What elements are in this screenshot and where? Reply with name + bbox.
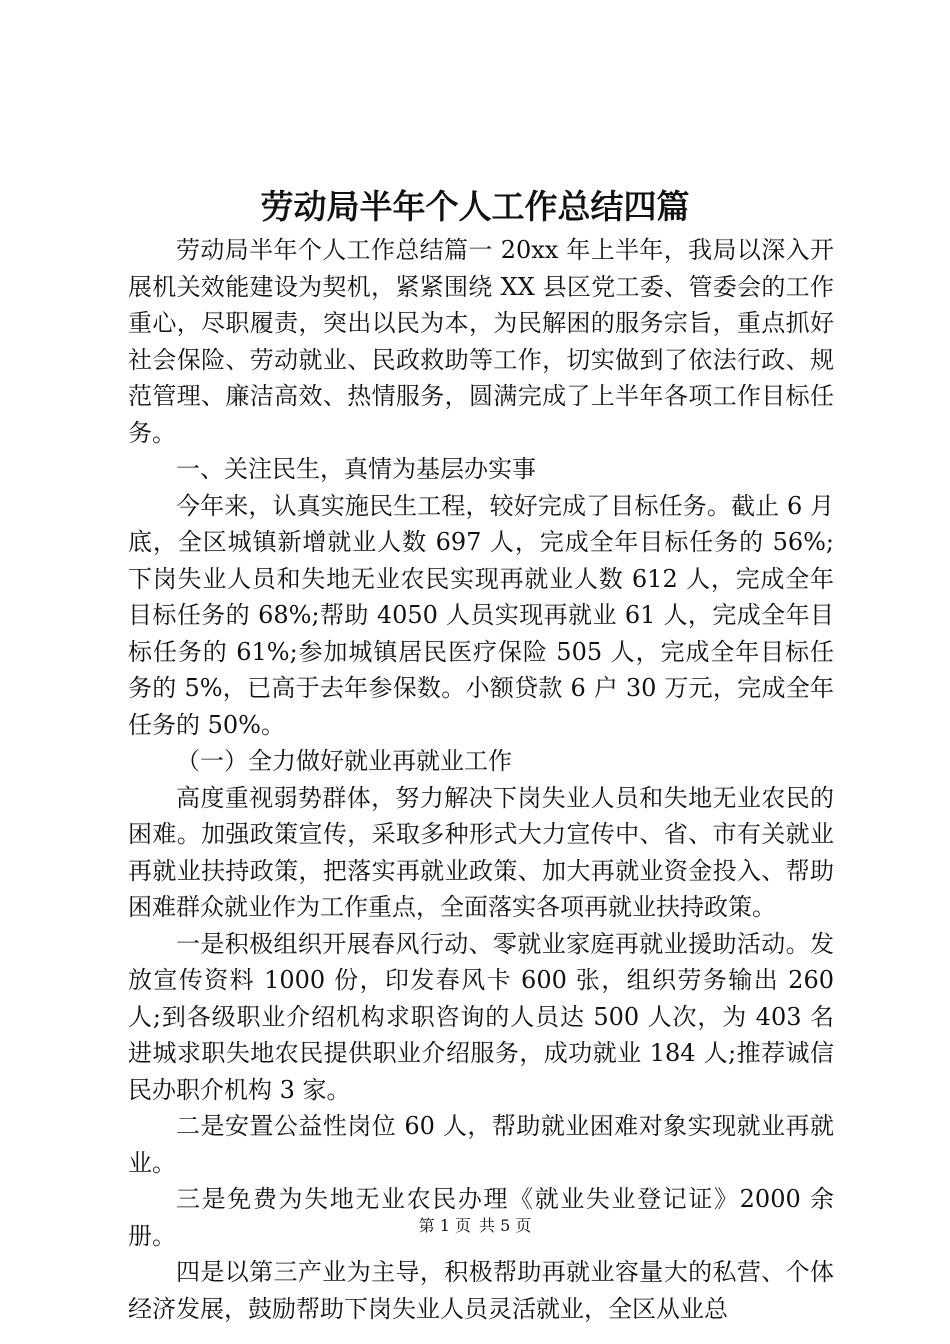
- paragraph-policy: 高度重视弱势群体，努力解决下岗失业人员和失地无业农民的困难。加强政策宣传，采取多种形式大力宣传中、省、市有关就业再就业扶持政策，把落实再就业政策、加大再就业资金投入、帮助困难群众就业作为工作重点，全面落实各项再就业扶持政策。: [128, 783, 834, 921]
- document-body: [128, 232, 834, 1327]
- paragraph-item-1: 一是积极组织开展春风行动、零就业家庭再就业援助活动。发放宣传资料 1000 份，印发春风卡 600 张，组织劳务输出 260 人;到各级职业介绍机构求职咨询的人员达 500 人次，为 403 名进城求职失地农民提供职业介绍服务，成功就业 184 人;推荐诚信民办职介机构 3 家。: [128, 929, 834, 1104]
- paragraph-intro: 劳动局半年个人工作总结篇一 20xx 年上半年，我局以深入开展机关效能建设为契机，紧紧围绕 XX 县区党工委、管委会的工作重心，尽职履责，突出以民为本，为民解困的服务宗旨，重点抓好社会保险、劳动就业、民政救助等工作，切实做到了依法行政、规范管理、廉洁高效、热情服务，圆满完成了上半年各项工作目标任务。: [128, 236, 834, 447]
- page-number: 第 1 页: [418, 1216, 471, 1235]
- paragraph-item-2: 二是安置公益性岗位 60 人，帮助就业困难对象实现就业再就业。: [128, 1112, 834, 1177]
- paragraph-statistics: 今年来，认真实施民生工程，较好完成了目标任务。截止 6 月底，全区城镇新增就业人数 697 人，完成全年目标任务的 56%;下岗失业人员和失地无业农民实现再就业人数 612 人，完成全年目标任务的 68%;帮助 4050 人员实现再就业 61 人，完成全年目标任务的 61%;参加城镇居民医疗保险 505 人，完成全年目标任务的 5%，已高于去年参保数。小额贷款 6 户 30 万元，完成全年任务的 50%。: [128, 491, 834, 739]
- section-heading-1: 一、关注民生，真情为基层办实事: [176, 455, 536, 483]
- subsection-heading-1: （一）全力做好就业再就业工作: [176, 747, 512, 775]
- paragraph-item-3: 三是免费为失地无业农民办理《就业失业登记证》2000 余册。: [128, 1185, 834, 1250]
- document-title: 劳动局半年个人工作总结四篇: [260, 187, 690, 226]
- page-footer: [0, 1214, 950, 1238]
- page-total: 共 5 页: [479, 1216, 532, 1235]
- paragraph-item-4: 四是以第三产业为主导，积极帮助再就业容量大的私营、个体经济发展，鼓励帮助下岗失业人员灵活就业，全区从业总: [128, 1258, 834, 1323]
